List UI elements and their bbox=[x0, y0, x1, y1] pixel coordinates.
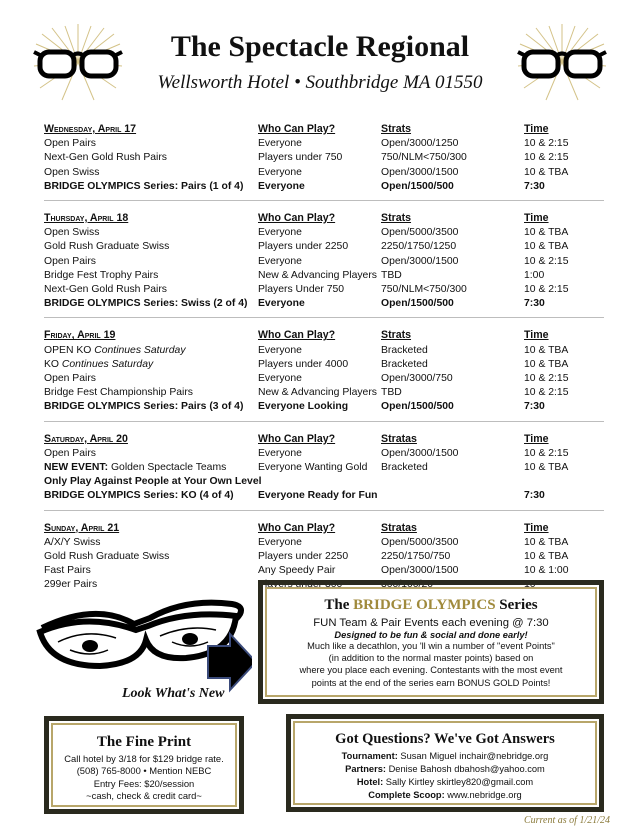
event-who: Players under 4000 bbox=[258, 358, 349, 370]
event-row bbox=[44, 269, 604, 283]
event-strats: Open/3000/1250 bbox=[381, 138, 459, 150]
event-name: Bridge Fest Trophy Pairs bbox=[44, 269, 159, 281]
event-name: Open Swiss bbox=[44, 227, 100, 239]
event-strats: Bracketed bbox=[381, 344, 428, 356]
olympics-para-line: (in addition to the normal master points) based on bbox=[328, 653, 534, 664]
event-who: Everyone bbox=[258, 166, 302, 178]
event-time: 7:30 bbox=[524, 180, 545, 192]
event-strats: TBD bbox=[381, 269, 402, 281]
event-who: Any Speedy Pair bbox=[258, 565, 336, 577]
day-thursday bbox=[44, 209, 604, 318]
fine-print-line: Entry Fees: $20/session bbox=[93, 777, 195, 789]
event-name: Open Pairs bbox=[44, 373, 96, 385]
event-row bbox=[44, 283, 604, 297]
day-title: Thursday, April 18 bbox=[44, 212, 129, 225]
event-row bbox=[44, 447, 604, 461]
event-name-note: Continues Saturday bbox=[91, 344, 186, 356]
col-who: Who Can Play? bbox=[258, 212, 336, 225]
col-strats: Stratas bbox=[381, 521, 417, 534]
event-who: Players under 2250 bbox=[258, 551, 349, 563]
event-row bbox=[44, 344, 604, 358]
event-strats: Open/1500/500 bbox=[381, 401, 454, 413]
contact-line bbox=[291, 789, 599, 802]
event-strats: Open/5000/3500 bbox=[381, 536, 459, 548]
day-header bbox=[44, 432, 604, 446]
event-row bbox=[44, 536, 604, 550]
event-time: 1:00 bbox=[524, 269, 545, 281]
day-header bbox=[44, 521, 604, 535]
event-row-olympics bbox=[44, 180, 604, 194]
event-who: Everyone bbox=[258, 255, 302, 267]
event-time: 10 & TBA bbox=[524, 462, 569, 474]
event-name: Open Pairs bbox=[44, 255, 96, 267]
olympics-para-line: points at the end of the series earn BONUS GOLD Points! bbox=[311, 677, 551, 688]
col-time: Time bbox=[524, 123, 549, 135]
contact-value: Denise Bahosh dbahosh@yahoo.com bbox=[386, 764, 545, 774]
event-time: 10 & 2:15 bbox=[524, 255, 569, 267]
contact-label: Tournament: bbox=[341, 751, 398, 761]
day-title: Wednesday, April 17 bbox=[44, 123, 137, 135]
event-strats: TBD bbox=[381, 387, 402, 399]
event-time: 10 & TBA bbox=[524, 344, 569, 356]
event-time: 10 & 2:15 bbox=[524, 387, 569, 399]
col-who: Who Can Play? bbox=[258, 521, 336, 534]
olympics-box bbox=[258, 580, 604, 704]
event-name-label: NEW EVENT: bbox=[44, 462, 109, 474]
contact-label: Hotel: bbox=[356, 777, 384, 787]
contact-value: www.nebridge.org bbox=[444, 790, 522, 800]
event-time: 10 & TBA bbox=[524, 241, 569, 253]
event-strats: 300/100/20 bbox=[381, 579, 434, 591]
questions-box bbox=[286, 714, 604, 812]
eyeglasses-icon bbox=[516, 22, 608, 102]
event-who: Players under 300 bbox=[258, 579, 343, 591]
event-name: Gold Rush Graduate Swiss bbox=[44, 241, 170, 253]
look-whats-new: Look What's New bbox=[122, 686, 225, 701]
day-title: Sunday, April 21 bbox=[44, 521, 120, 534]
olympics-line1: FUN Team & Pair Events each evening @ 7:30 bbox=[313, 617, 549, 629]
event-who: Everyone bbox=[258, 180, 305, 192]
event-name: Open Swiss bbox=[44, 166, 100, 178]
event-time: 10 & 2:15 bbox=[524, 138, 569, 150]
fine-print-line: Call hotel by 3/18 for $129 bridge rate. bbox=[64, 753, 224, 764]
event-time: 10 bbox=[524, 579, 536, 591]
event-name-note: Continues Saturday bbox=[59, 358, 154, 370]
col-who: Who Can Play? bbox=[258, 432, 336, 445]
event-strats: Open/3000/1500 bbox=[381, 447, 459, 459]
event-time: 10 & 1:00 bbox=[524, 565, 569, 577]
contact-value: Susan Miguel inchair@nebridge.org bbox=[397, 751, 549, 761]
event-time: 10 & 2:15 bbox=[524, 373, 569, 385]
day-title: Saturday, April 20 bbox=[44, 432, 128, 445]
event-time: 10 & 2:15 bbox=[524, 447, 569, 459]
event-row bbox=[44, 358, 604, 372]
event-row bbox=[44, 240, 604, 254]
day-saturday bbox=[44, 430, 604, 511]
event-name: A/X/Y Swiss bbox=[44, 536, 101, 548]
event-name: BRIDGE OLYMPICS Series: Pairs (1 of 4) bbox=[44, 180, 244, 192]
event-note-row bbox=[44, 475, 604, 489]
event-who: New & Advancing Players bbox=[258, 269, 377, 281]
event-strats: 750/NLM<750/300 bbox=[381, 152, 467, 164]
event-who: Everyone bbox=[258, 344, 302, 356]
day-header bbox=[44, 328, 604, 342]
event-name: 299er Pairs bbox=[44, 579, 98, 591]
event-row bbox=[44, 166, 604, 180]
event-time: 10 & TBA bbox=[524, 551, 569, 563]
col-strats: Strats bbox=[381, 212, 412, 225]
event-name: Bridge Fest Championship Pairs bbox=[44, 387, 194, 399]
event-row-olympics bbox=[44, 400, 604, 414]
event-name-main: OPEN KO bbox=[44, 344, 92, 356]
event-note: Only Play Against People at Your Own Level bbox=[44, 476, 262, 488]
event-time: 10 & 2:15 bbox=[524, 284, 569, 296]
event-row-olympics bbox=[44, 297, 604, 311]
olympics-title bbox=[263, 597, 599, 614]
day-friday bbox=[44, 326, 604, 421]
event-time: 10 & TBA bbox=[524, 536, 569, 548]
event-name: BRIDGE OLYMPICS Series: Swiss (2 of 4) bbox=[44, 298, 248, 310]
event-strats: 2250/1750/1250 bbox=[381, 241, 457, 253]
event-who: Everyone Looking bbox=[258, 401, 349, 413]
event-name: BRIDGE OLYMPICS Series: KO (4 of 4) bbox=[44, 490, 234, 502]
event-row bbox=[44, 564, 604, 578]
event-who: Everyone bbox=[258, 227, 302, 239]
olympics-line2: Designed to be fun & social and done early! bbox=[334, 630, 528, 640]
col-who: Who Can Play? bbox=[258, 329, 336, 342]
event-name: Next-Gen Gold Rush Pairs bbox=[44, 284, 168, 296]
event-row bbox=[44, 372, 604, 386]
day-title: Friday, April 19 bbox=[44, 329, 116, 342]
event-strats: Open/3000/1500 bbox=[381, 565, 459, 577]
schedule bbox=[44, 120, 604, 607]
contact-line bbox=[291, 776, 599, 789]
event-time: 7:30 bbox=[524, 298, 545, 310]
col-time: Time bbox=[524, 329, 549, 342]
event-name: Open Pairs bbox=[44, 447, 96, 459]
event-name: Open Pairs bbox=[44, 138, 96, 150]
event-strats: Open/3000/750 bbox=[381, 373, 453, 385]
page-title: The Spectacle Regional bbox=[170, 30, 470, 63]
col-strats: Stratas bbox=[381, 432, 417, 445]
event-row bbox=[44, 550, 604, 564]
event-who: Everyone bbox=[258, 373, 302, 385]
contact-line bbox=[291, 763, 599, 776]
event-strats: 2250/1750/750 bbox=[381, 551, 451, 563]
event-name: Fast Pairs bbox=[44, 565, 91, 577]
fine-print-title: The Fine Print bbox=[96, 734, 192, 750]
day-header bbox=[44, 122, 604, 136]
contact-value: Sally Kirtley skirtley820@gmail.com bbox=[383, 777, 534, 787]
event-who: Players Under 750 bbox=[258, 284, 345, 296]
event-who: Players under 2250 bbox=[258, 241, 349, 253]
event-who: Players under 750 bbox=[258, 152, 343, 164]
fine-print-box bbox=[44, 716, 244, 814]
event-name: Next-Gen Gold Rush Pairs bbox=[44, 152, 168, 164]
current-as-of: Current as of 1/21/24 bbox=[523, 815, 610, 826]
event-row bbox=[44, 386, 604, 400]
event-name: BRIDGE OLYMPICS Series: Pairs (3 of 4) bbox=[44, 401, 244, 413]
event-row bbox=[44, 151, 604, 165]
event-row bbox=[44, 255, 604, 269]
olympics-title-pre: The bbox=[324, 597, 354, 613]
day-wednesday bbox=[44, 120, 604, 201]
event-time: 7:30 bbox=[524, 490, 545, 502]
event-name: Gold Rush Graduate Swiss bbox=[44, 551, 170, 563]
event-time: 7:30 bbox=[524, 401, 545, 413]
event-who: Everyone bbox=[258, 298, 305, 310]
event-row bbox=[44, 461, 604, 475]
col-time: Time bbox=[524, 521, 549, 534]
col-time: Time bbox=[524, 212, 549, 225]
col-who: Who Can Play? bbox=[258, 123, 336, 135]
event-name bbox=[44, 461, 258, 475]
event-who: Everyone Ready for Fun bbox=[258, 490, 378, 502]
event-strats: Open/3000/1500 bbox=[381, 166, 459, 178]
event-time: 10 & TBA bbox=[524, 166, 569, 178]
event-name bbox=[44, 344, 258, 358]
event-strats: 750/NLM<750/300 bbox=[381, 284, 467, 296]
event-time: 10 & 2:15 bbox=[524, 152, 569, 164]
event-who: Everyone bbox=[258, 447, 302, 459]
event-strats bbox=[381, 489, 524, 503]
event-strats: Open/1500/500 bbox=[381, 180, 454, 192]
col-time: Time bbox=[524, 432, 549, 445]
event-who: Everyone bbox=[258, 536, 302, 548]
olympics-title-gold: BRIDGE OLYMPICS bbox=[353, 597, 496, 613]
olympics-para-line: where you place each evening. Contestants with the most event bbox=[299, 665, 563, 676]
event-strats: Bracketed bbox=[381, 462, 428, 474]
col-strats: Strats bbox=[381, 329, 412, 342]
venue-subtitle: Wellsworth Hotel • Southbridge MA 01550 bbox=[157, 72, 483, 93]
header bbox=[0, 0, 640, 112]
event-name-main: KO bbox=[44, 358, 60, 370]
event-row bbox=[44, 137, 604, 151]
event-name bbox=[44, 358, 258, 372]
contact-line bbox=[291, 750, 599, 763]
olympics-title-post: Series bbox=[495, 597, 538, 613]
event-strats: Open/3000/1500 bbox=[381, 255, 459, 267]
event-strats: Bracketed bbox=[381, 358, 428, 370]
contact-label: Complete Scoop: bbox=[368, 790, 445, 800]
event-who: Everyone bbox=[258, 138, 302, 150]
fine-print-line: (508) 765-8000 • Mention NEBC bbox=[76, 765, 212, 777]
event-name-rest: Golden Spectacle Teams bbox=[108, 462, 227, 474]
contact-label: Partners: bbox=[345, 764, 386, 774]
col-strats: Strats bbox=[381, 123, 412, 135]
questions-title: Got Questions? We've Got Answers bbox=[335, 731, 555, 747]
day-header bbox=[44, 211, 604, 225]
event-time: 10 & TBA bbox=[524, 358, 569, 370]
olympics-para-line: Much like a decathlon, you 'll win a number of "event Points" bbox=[307, 641, 555, 651]
event-strats: Open/5000/3500 bbox=[381, 227, 459, 239]
fine-print-line: ~cash, check & credit card~ bbox=[86, 790, 202, 802]
event-who: New & Advancing Players bbox=[258, 387, 377, 399]
event-strats: Open/1500/500 bbox=[381, 298, 454, 310]
event-row-olympics bbox=[44, 489, 604, 503]
event-row bbox=[44, 226, 604, 240]
event-time: 10 & TBA bbox=[524, 227, 569, 239]
event-who: Everyone Wanting Gold bbox=[258, 462, 368, 474]
